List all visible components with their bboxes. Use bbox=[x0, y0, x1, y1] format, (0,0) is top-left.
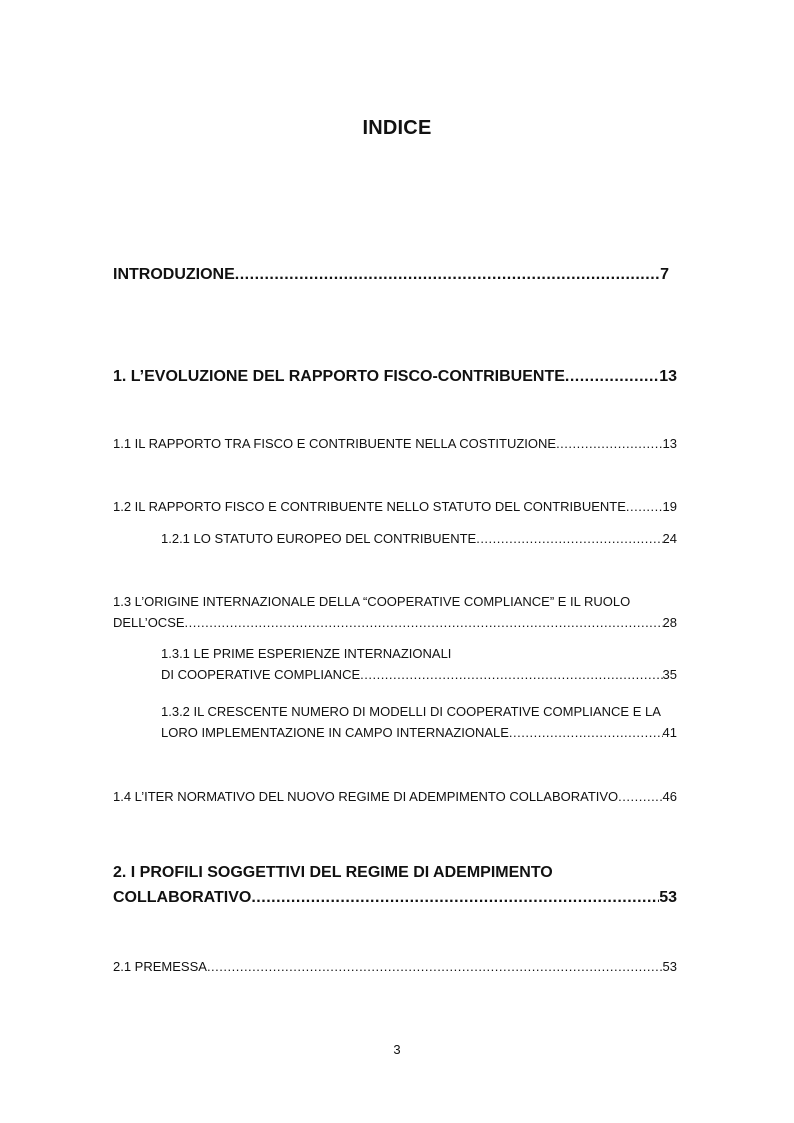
toc-entry-page: 41 bbox=[662, 725, 677, 740]
toc-entry-1-3-1[interactable] bbox=[161, 667, 677, 682]
toc-entry-1-3-2[interactable] bbox=[161, 725, 677, 740]
toc-entry-chapter-1[interactable] bbox=[113, 368, 677, 386]
toc-entry-page: 19 bbox=[662, 499, 677, 514]
toc-entry-1-3-2-line1[interactable]: 1.3.2 IL CRESCENTE NUMERO DI MODELLI DI COOPERATIVE COMPLIANCE E LA bbox=[161, 704, 661, 719]
toc-entry-1-2-1[interactable] bbox=[161, 531, 677, 546]
toc-entry-page: 46 bbox=[662, 789, 677, 804]
toc-entry-1-3-1-line1[interactable]: 1.3.1 LE PRIME ESPERIENZE INTERNAZIONALI bbox=[161, 646, 452, 661]
toc-entry-page: 13 bbox=[662, 436, 677, 451]
toc-entry-introduzione[interactable] bbox=[113, 266, 669, 284]
toc-entry-1-4[interactable] bbox=[113, 789, 677, 804]
dot-leader bbox=[618, 789, 662, 804]
toc-entry-chapter-2[interactable] bbox=[113, 889, 677, 907]
dot-leader bbox=[251, 889, 659, 907]
toc-entry-title: INTRODUZIONE bbox=[113, 266, 235, 283]
dot-leader bbox=[556, 436, 662, 451]
toc-entry-title: 1.2.1 LO STATUTO EUROPEO DEL CONTRIBUENTE bbox=[161, 531, 477, 546]
dot-leader bbox=[235, 266, 660, 284]
toc-entry-2-1[interactable] bbox=[113, 959, 677, 974]
dot-leader bbox=[360, 667, 662, 682]
dot-leader bbox=[207, 959, 663, 974]
toc-entry-page: 28 bbox=[662, 615, 677, 630]
toc-entry-1-3-line1[interactable]: 1.3 L’ORIGINE INTERNAZIONALE DELLA “COOPERATIVE COMPLIANCE” E IL RUOLO bbox=[113, 594, 631, 609]
dot-leader bbox=[509, 725, 663, 740]
toc-entry-page: 24 bbox=[662, 531, 677, 546]
toc-entry-page: 53 bbox=[659, 889, 677, 906]
toc-entry-title: LORO IMPLEMENTAZIONE IN CAMPO INTERNAZIONALE bbox=[161, 725, 509, 740]
toc-entry-page: 35 bbox=[662, 667, 677, 682]
page-title: INDICE bbox=[362, 117, 432, 139]
toc-entry-page: 7 bbox=[660, 266, 669, 283]
dot-leader bbox=[626, 499, 663, 514]
toc-entry-page: 53 bbox=[662, 959, 677, 974]
toc-entry-title: DELL’OCSE bbox=[113, 615, 185, 630]
toc-entry-title: 1.1 IL RAPPORTO TRA FISCO E CONTRIBUENTE NELLA COSTITUZIONE bbox=[113, 436, 557, 451]
toc-entry-title: 2.1 PREMESSA bbox=[113, 959, 207, 974]
toc-entry-title: 1.4 L’ITER NORMATIVO DEL NUOVO REGIME DI ADEMPIMENTO COLLABORATIVO bbox=[113, 789, 619, 804]
page-number: 3 bbox=[393, 1042, 401, 1057]
toc-entry-title: 1.2 IL RAPPORTO FISCO E CONTRIBUENTE NELLO STATUTO DEL CONTRIBUENTE bbox=[113, 499, 626, 514]
toc-entry-title: 1. L’EVOLUZIONE DEL RAPPORTO FISCO-CONTRIBUENTE bbox=[113, 368, 565, 385]
dot-leader bbox=[185, 615, 663, 630]
toc-entry-1-3[interactable] bbox=[113, 615, 677, 630]
toc-entry-chapter-2-line1[interactable]: 2. I PROFILI SOGGETTIVI DEL REGIME DI ADEMPIMENTO bbox=[113, 864, 553, 881]
toc-entry-page: 13 bbox=[659, 368, 677, 385]
toc-entry-1-2[interactable] bbox=[113, 499, 677, 514]
toc-entry-1-1[interactable] bbox=[113, 436, 677, 451]
dot-leader bbox=[565, 368, 659, 386]
dot-leader bbox=[476, 531, 662, 546]
toc-entry-title: COLLABORATIVO bbox=[113, 889, 252, 906]
toc-entry-title: DI COOPERATIVE COMPLIANCE bbox=[161, 667, 361, 682]
